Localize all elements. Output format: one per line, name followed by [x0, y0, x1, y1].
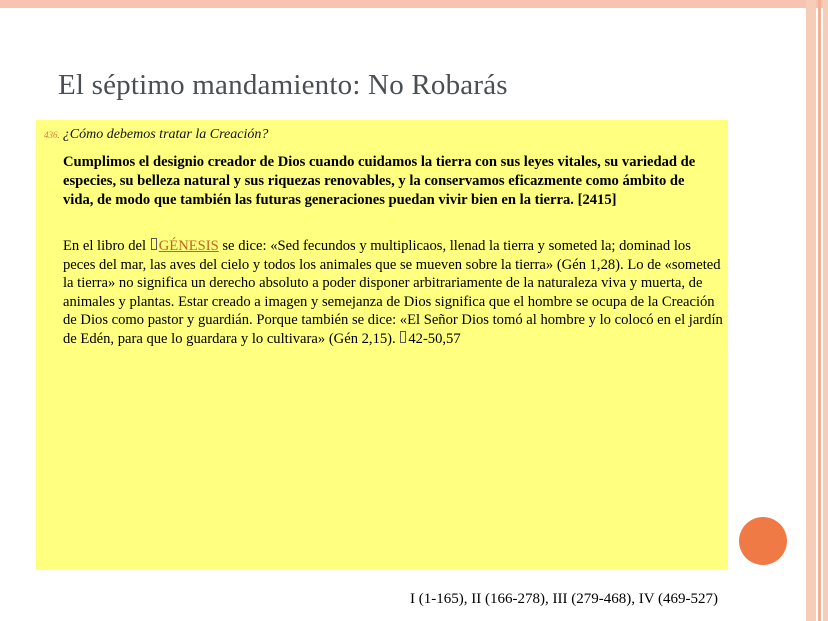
accent-circle — [739, 517, 787, 565]
genesis-link[interactable]: GÉNESIS — [158, 238, 219, 254]
explanation-paragraph — [63, 237, 723, 348]
reference-marker-icon — [400, 331, 406, 343]
right-decorative-stripe — [806, 0, 816, 621]
right-decorative-stripe-thin — [818, 0, 821, 621]
right-decorative-stripe-outer — [823, 0, 828, 621]
top-decorative-bar — [0, 0, 828, 8]
answer-paragraph: Cumplimos el designio creador de Dios cuando cuidamos la tierra con sus leyes vitales, su variedad de especies, su belleza natural y sus riquezas renovables, y la conservamos eficazmente como ámbito de vida, de modo que también las futuras generaciones puedan vivir bien en la tierra. [2415] — [63, 154, 696, 209]
footer-section-ranges: I (1-165), II (166-278), III (279-468), IV (469-527) — [410, 591, 718, 607]
question-line — [44, 127, 268, 143]
slide-title: El séptimo mandamiento: No Robarás — [58, 69, 508, 101]
body-prefix: En el libro del — [63, 238, 150, 254]
body-reference: 42-50,57 — [408, 330, 461, 347]
content-box — [36, 120, 728, 570]
link-marker-icon — [151, 238, 157, 250]
question-number: 436. — [44, 130, 60, 140]
body-main-text: se dice: «Sed fecundos y multiplicaos, llenad la tierra y someted la; dominad los peces del mar, las aves del cielo y todos los animales que se mueven sobre la tierra» (Gén 1,28). Lo de «someted la tierra» no significa un derecho absoluto a poder disponer arbitrariamente de la naturaleza viva y muerta, de animales y plantas. Estar creado a imagen y semejanza de Dios significa que el hombre se ocupa de la Creación de Dios como pastor y guardián. Porque también se dice: «El Señor Dios tomó al hombre y lo colocó en el jardín de Edén, para que lo guardara y lo cultivara» (Gén 2,15). — [63, 238, 723, 347]
question-text: ¿Cómo debemos tratar la Creación? — [62, 127, 269, 142]
